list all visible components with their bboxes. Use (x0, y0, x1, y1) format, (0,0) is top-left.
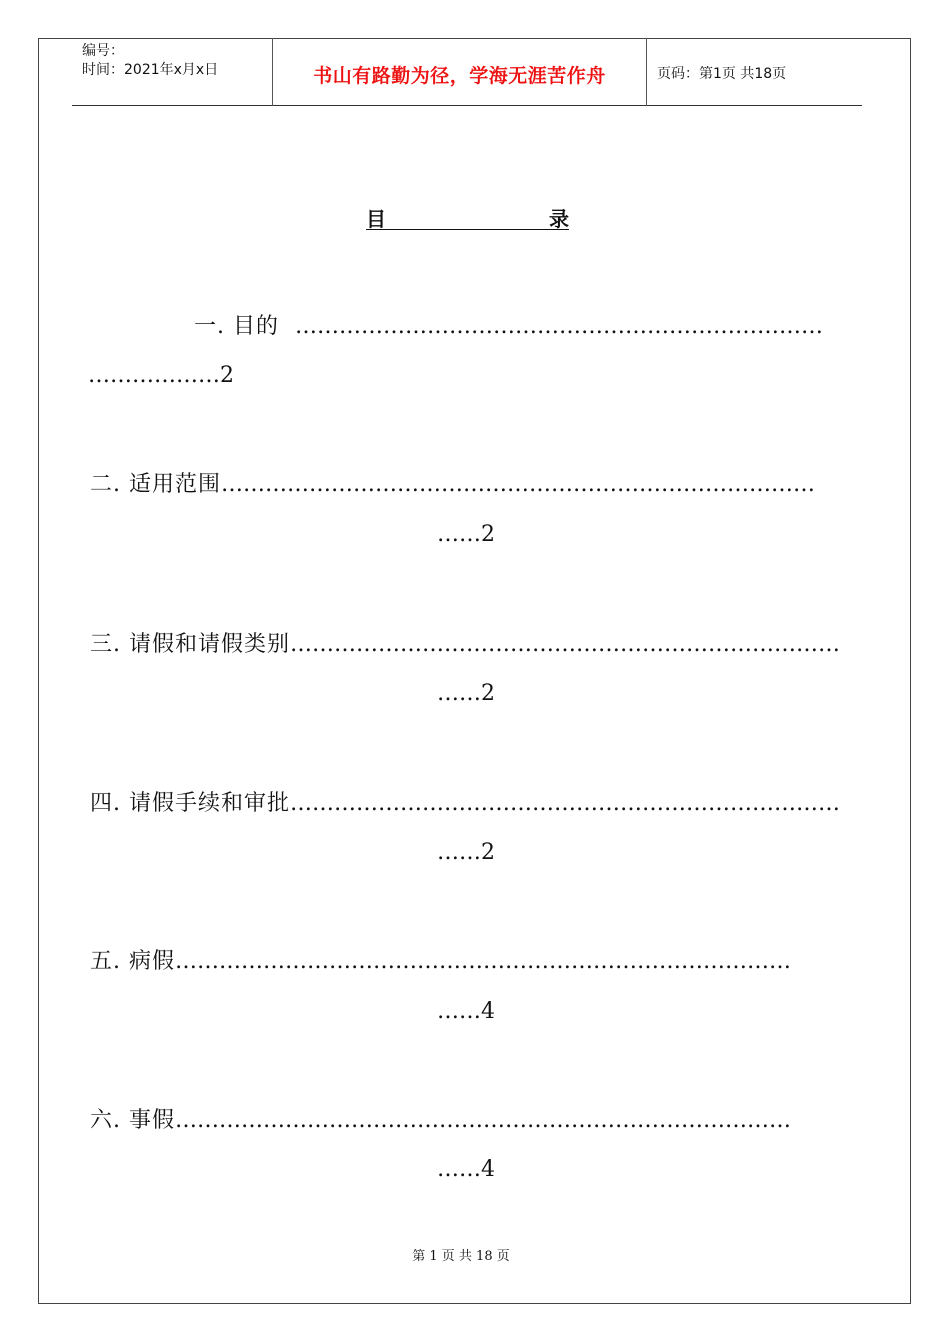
toc-title-char-1: 目 (366, 207, 386, 231)
toc-entry-leader: ………………………………………………………………… (290, 791, 840, 816)
toc-entry-page-leader: ………………2 (88, 363, 234, 388)
toc-entry-leader: ………………………………………………………………………… (175, 1108, 791, 1133)
toc-entry-2-page (437, 520, 495, 550)
toc-entry-4[interactable] (90, 789, 840, 819)
toc-entry-title: 一. 目的 (194, 314, 279, 339)
toc-entry-leader: ……………………………………………………………… (295, 314, 823, 339)
header-page-number: 页码：第1页 共18页 (657, 66, 787, 82)
toc-title-char-2: 录 (549, 207, 569, 231)
header-motto: 书山有路勤为径，学海无涯苦作舟 (313, 65, 606, 87)
footer-page-text: 第 1 页 共 18 页 (412, 1249, 510, 1264)
toc-entry-page-leader: ……4 (437, 1157, 495, 1182)
toc-entry-6-page (437, 1155, 495, 1185)
toc-entry-2[interactable] (90, 470, 815, 500)
toc-entry-page-leader: ……2 (437, 522, 495, 547)
header-info-cell (72, 38, 273, 106)
page-header (72, 38, 862, 106)
toc-entry-1[interactable] (194, 312, 823, 342)
document-time-label: 时间：2021年x月x日 (82, 62, 219, 78)
toc-entry-title: 四. 请假手续和审批 (90, 791, 290, 816)
toc-entry-title: 三. 请假和请假类别 (90, 632, 290, 657)
toc-entry-4-page (437, 838, 495, 868)
document-number-label: 编号： (82, 43, 124, 59)
toc-entry-leader: ………………………………………………………………………… (175, 949, 791, 974)
toc-entry-title: 六. 事假 (90, 1108, 175, 1133)
toc-entry-leader: ………………………………………………………………… (290, 632, 840, 657)
toc-entry-5[interactable] (90, 947, 791, 977)
toc-entry-leader: ……………………………………………………………………… (221, 472, 815, 497)
toc-entry-3[interactable] (90, 630, 840, 660)
toc-entry-3-page (437, 679, 495, 709)
toc-entry-title: 五. 病假 (90, 949, 175, 974)
toc-entry-page-leader: ……2 (437, 681, 495, 706)
header-page-cell (647, 38, 862, 106)
toc-entry-1-page (88, 361, 234, 391)
toc-entry-title: 二. 适用范围 (90, 472, 221, 497)
toc-title (366, 203, 569, 230)
toc-entry-page-leader: ……4 (437, 999, 495, 1024)
toc-entry-5-page (437, 997, 495, 1027)
header-motto-cell (273, 38, 647, 106)
toc-entry-page-leader: ……2 (437, 840, 495, 865)
toc-entry-6[interactable] (90, 1106, 791, 1136)
page-footer (0, 1245, 950, 1264)
